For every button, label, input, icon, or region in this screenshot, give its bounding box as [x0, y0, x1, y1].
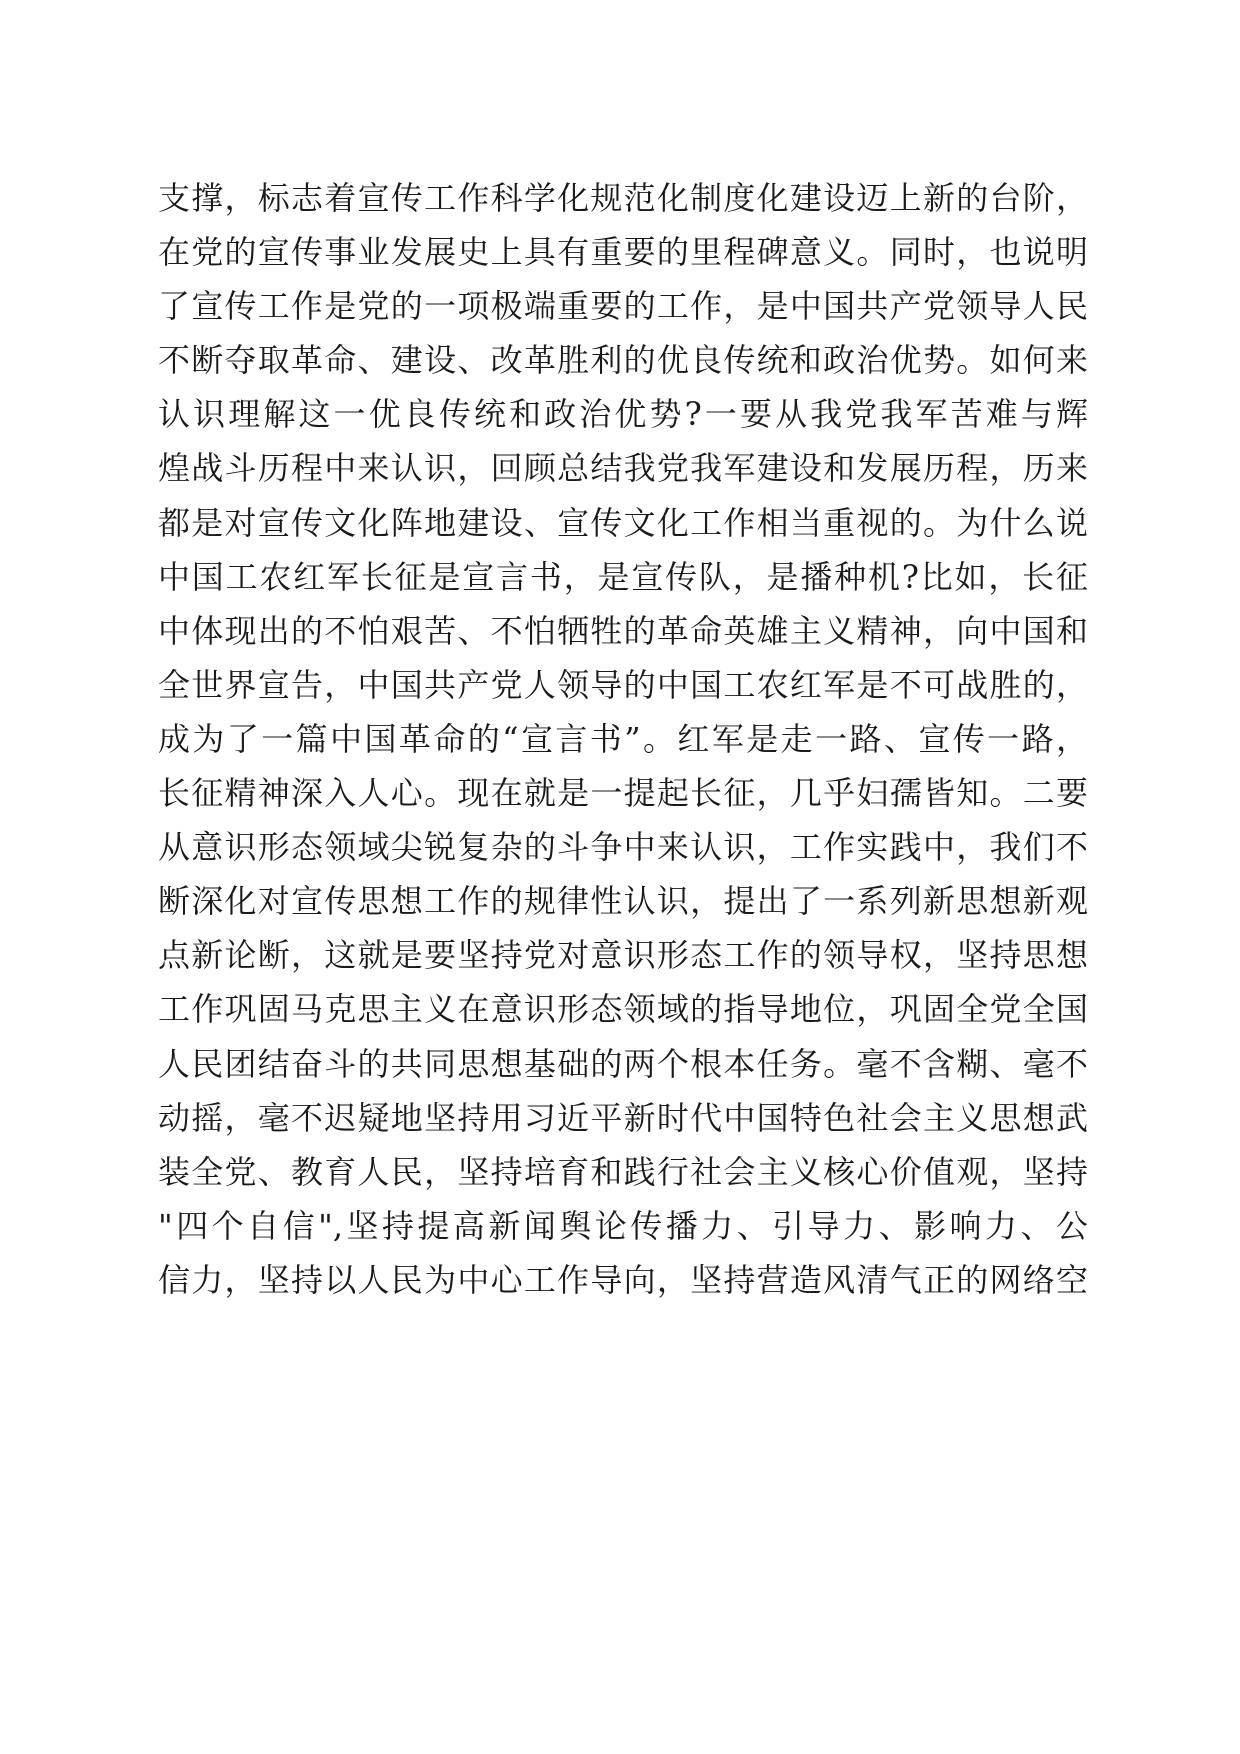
text-line: 全世界宣告，中国共产党人领导的中国工农红军是不可战胜的， — [158, 665, 1088, 704]
text-line: 点新论断，这就是要坚持党对意识形态工作的领导权，坚持思想 — [158, 936, 1088, 975]
text-line: 信力，坚持以人民为中心工作导向，坚持营造风清气正的网络空 — [158, 1260, 1088, 1299]
text-line: 了宣传工作是党的一项极端重要的工作，是中国共产党领导人民 — [158, 287, 1088, 326]
text-line: "四个自信",坚持提高新闻舆论传播力、引导力、影响力、公 — [158, 1206, 1088, 1245]
text-line: 认识理解这一优良传统和政治优势?一要从我党我军苦难与辉 — [158, 395, 1088, 434]
text-line: 人民团结奋斗的共同思想基础的两个根本任务。毫不含糊、毫不 — [158, 1044, 1088, 1083]
text-line: 都是对宣传文化阵地建设、宣传文化工作相当重视的。为什么说 — [158, 503, 1088, 542]
text-line: 断深化对宣传思想工作的规律性认识，提出了一系列新思想新观 — [158, 882, 1088, 921]
text-line: 支撑，标志着宣传工作科学化规范化制度化建设迈上新的台阶， — [158, 179, 1088, 217]
text-line: 不断夺取革命、建设、改革胜利的优良传统和政治优势。如何来 — [158, 341, 1088, 380]
text-line: 装全党、教育人民，坚持培育和践行社会主义核心价值观，坚持 — [158, 1152, 1088, 1191]
text-line: 煌战斗历程中来认识，回顾总结我党我军建设和发展历程，历来 — [158, 449, 1088, 488]
text-line: 中国工农红军长征是宣言书，是宣传队，是播种机?比如，长征 — [158, 557, 1088, 596]
text-line: 从意识形态领域尖锐复杂的斗争中来认识，工作实践中，我们不 — [158, 828, 1088, 867]
body-text — [158, 171, 1088, 1307]
text-line: 在党的宣传事业发展史上具有重要的里程碑意义。同时，也说明 — [158, 233, 1088, 272]
text-line: 工作巩固马克思主义在意识形态领域的指导地位，巩固全党全国 — [158, 990, 1088, 1029]
text-line: 中体现出的不怕艰苦、不怕牺牲的革命英雄主义精神，向中国和 — [158, 611, 1088, 650]
text-line: 成为了一篇中国革命的“宣言书”。红军是走一路、宣传一路， — [158, 719, 1088, 758]
text-line: 长征精神深入人心。现在就是一提起长征，几乎妇孺皆知。二要 — [158, 774, 1088, 813]
text-line: 动摇，毫不迟疑地坚持用习近平新时代中国特色社会主义思想武 — [158, 1098, 1088, 1137]
